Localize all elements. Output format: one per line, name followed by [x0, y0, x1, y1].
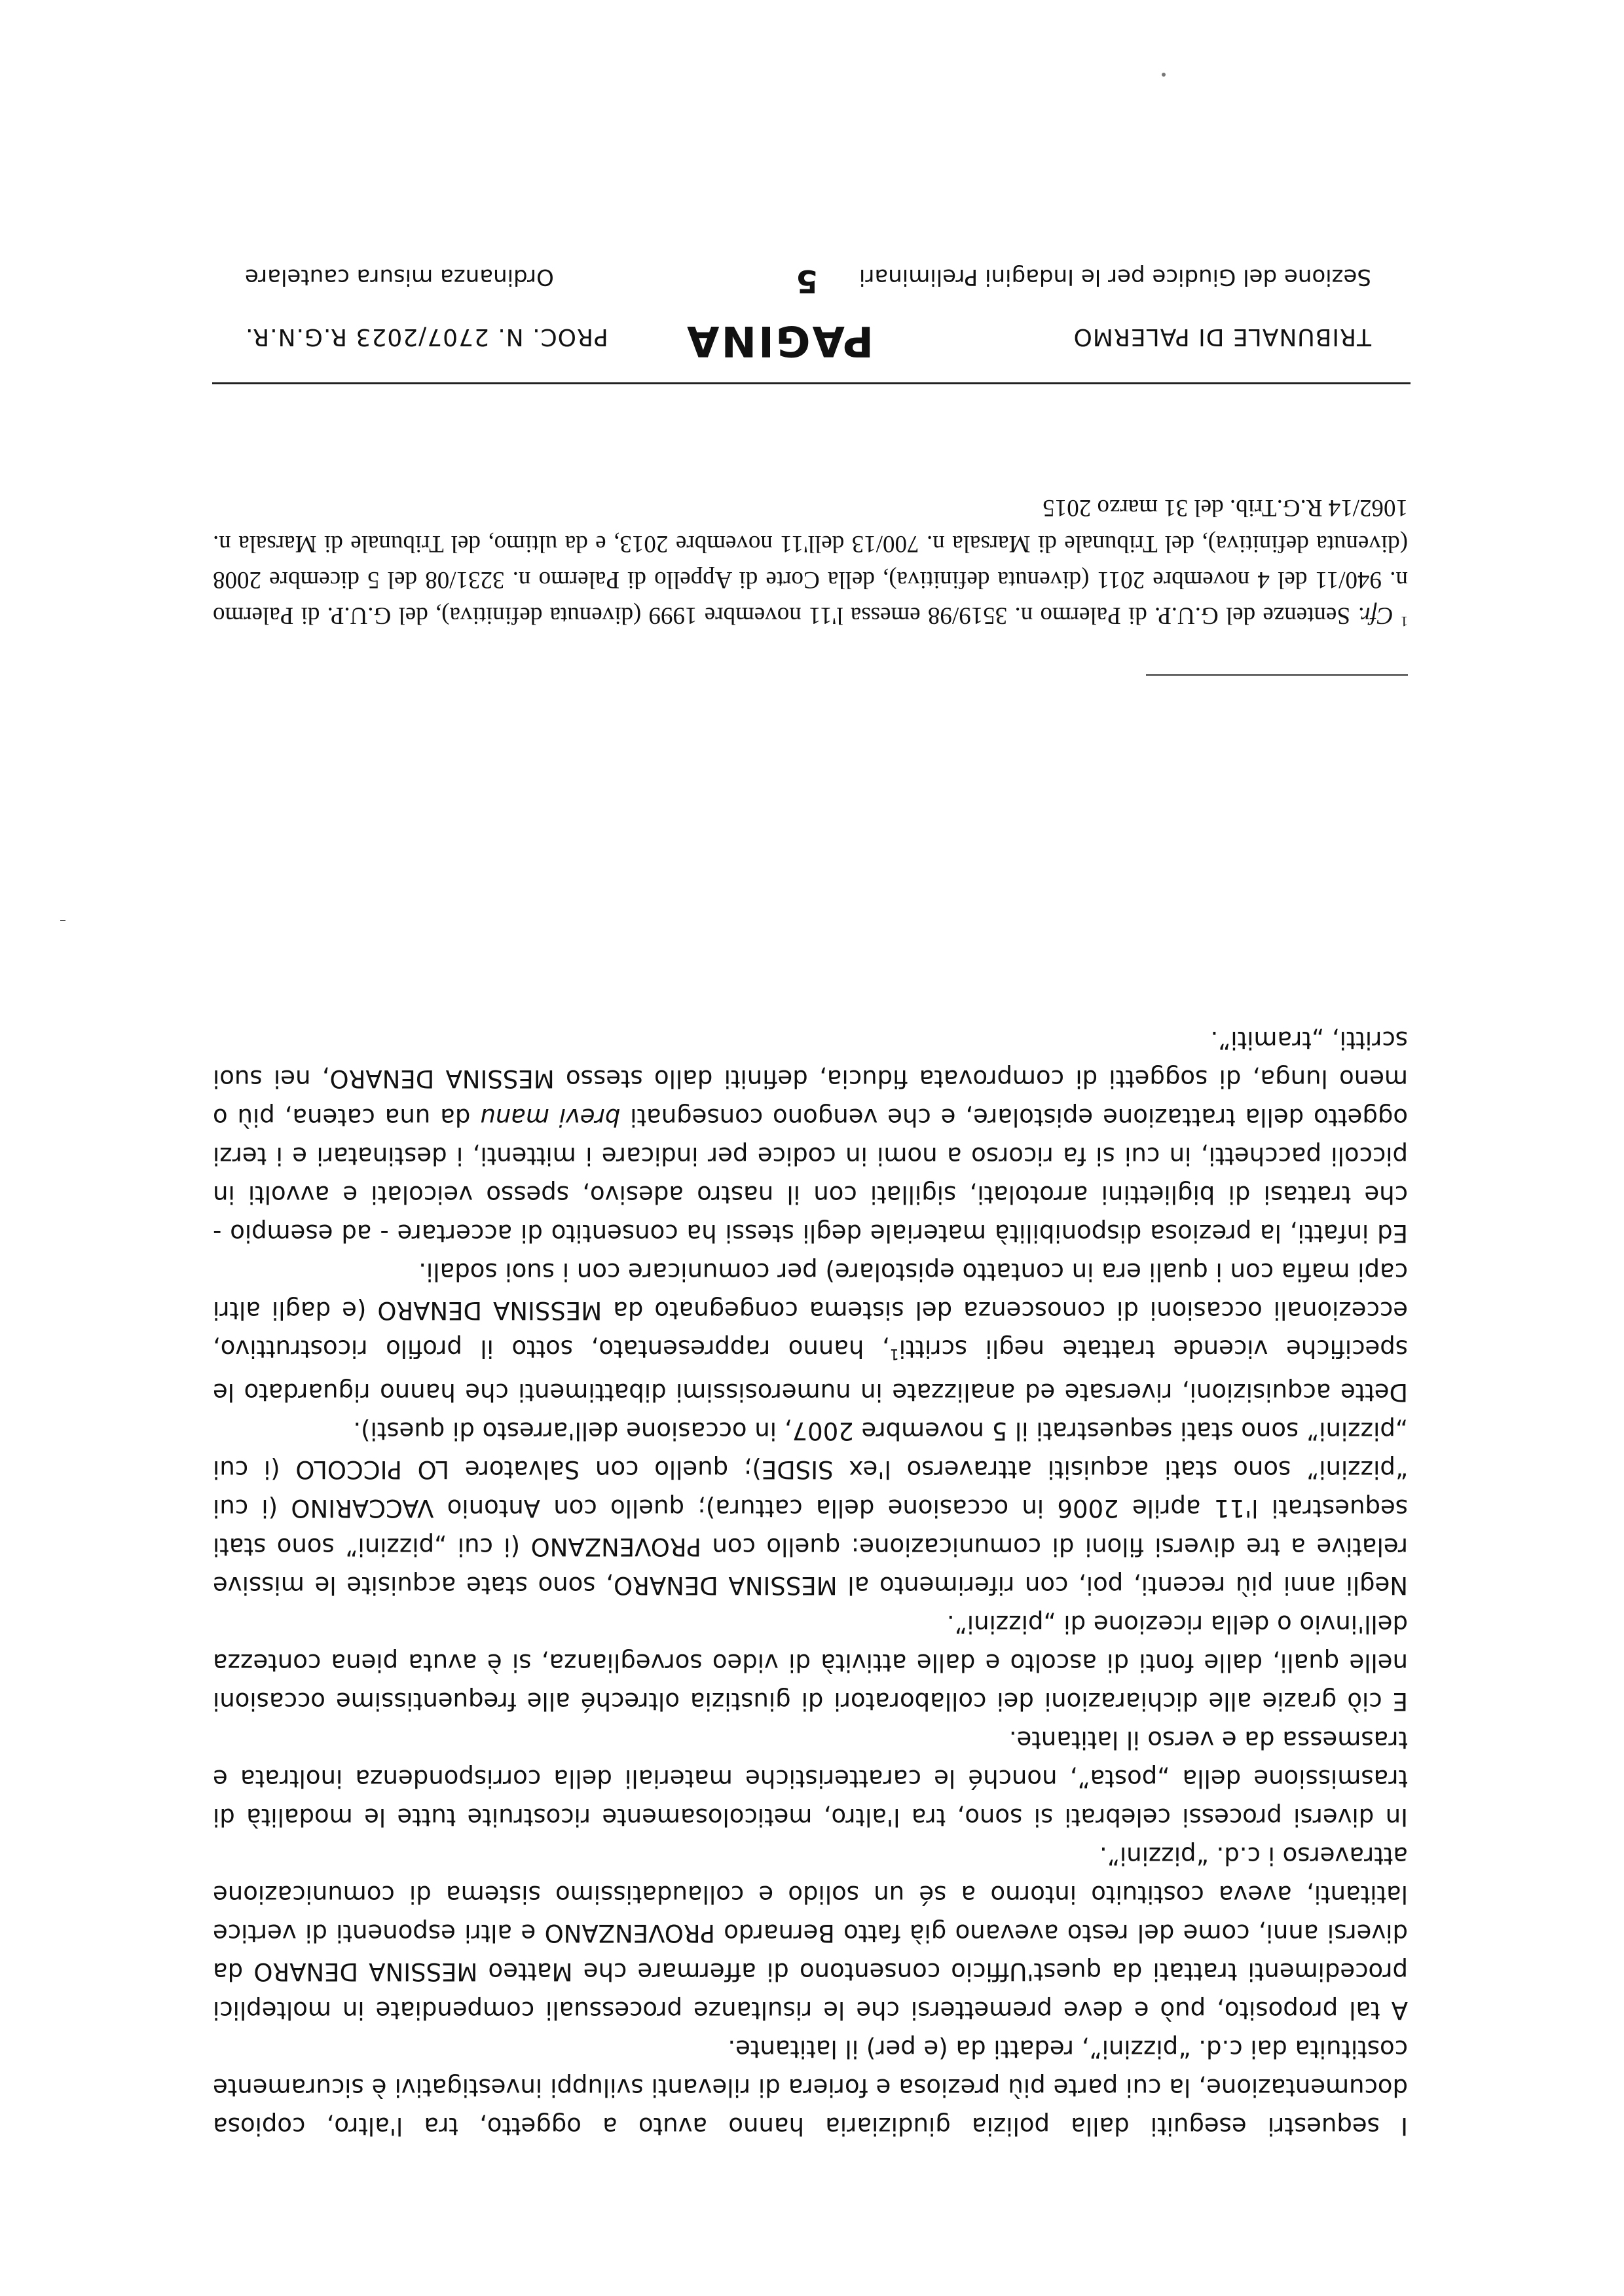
- header-rule: [212, 382, 1411, 384]
- scan-dot: [1162, 73, 1166, 77]
- page-header: [206, 234, 1411, 378]
- paragraph-text: Ed infatti, la preziosa disponibilità materiale degli stessi ha consentito di accertare - ad esempio - che trattasi di bigliettini arrotolati, sigillati con il nastro adesivo, spesso veicolati e avvolti in piccoli pacchetti, in cui si fa ricorso a nomi in codice per indicare i mittenti, i destinatari e i terzi oggetto della trattazione epistolare, e che vengono consegnati: [213, 1102, 1408, 1247]
- footnote-separator: [1146, 674, 1408, 676]
- scan-mark: [60, 920, 65, 921]
- paragraph: E ciò grazie alle dichiarazioni dei collaboratori di giustizia oltreché alle frequentissime occasioni nelle quali, dalle fonti di ascolto e dalle attività di video sorveglianza, si è avuta piena contezza dell'invio o della ricezione di „pizzini”.: [213, 1610, 1408, 1715]
- document-type: Ordinanza misura cautelare: [245, 264, 554, 290]
- paragraph-text: , hanno rappresentato, sotto il profilo ricostruttivo, eccezionali occasioni di conoscenza del sistema congegnato da MESSINA DENARO (e dagli altri capi mafia con i quali era in contatto epistolare) per comunicare con i suoi sodali.: [213, 1257, 1408, 1363]
- paragraph: In diversi processi celebrati si sono, tra l'altro, meticolosamente ricostruite tutte le modalità di trasmissione della „posta”, nonché le caratteristiche materiali della corrispondenza inoltrata e trasmessa da e verso il latitante.: [213, 1726, 1408, 1831]
- court-name: TRIBUNALE DI PALERMO: [1073, 323, 1371, 350]
- footnote-text: Sentenze del G.U.P. di Palermo n. 3519/98 emessa l'11 novembre 1999 (divenuta definitiva), del G.U.P. di Palermo n. 940/11 del 4 novembre 2011 (divenuta definitiva), della Corte di Appello di Palermo n. 3231/08 del 5 dicembre 2008 (divenuta definitiva), del Tribunale di Marsala n. 700/13 dell'11 novembre 2013, e da ultimo, del Tribunale di Marsala n. 1062/14 R.G.Trib. del 31 marzo 2015: [212, 494, 1408, 629]
- page-number: 5: [796, 263, 818, 299]
- header-row-bottom: [206, 253, 1411, 299]
- procedure-number: PROC. N. 2707/2023 R.G.N.R.: [245, 323, 608, 350]
- pagina-label: PAGINA: [685, 316, 874, 365]
- paragraph: I sequestri eseguiti dalla polizia giudiziaria hanno avuto a oggetto, tra l'altro, copiosa documentazione, la cui parte più preziosa e foriera di rilevanti sviluppi investigativi è sicuramente costituita dai c.d. “pizzini”, redatti da (e per) il latitante.: [213, 2035, 1408, 2140]
- header-row-top: [206, 312, 1411, 365]
- footnote-cf: Cfr.: [1357, 602, 1393, 629]
- paragraph: [213, 1252, 1408, 1412]
- footnote-reference: 1: [889, 1345, 899, 1362]
- footnote: [213, 490, 1408, 640]
- paragraph-text: Dette acquisizioni, riversate ed analizzate in numerosissimi dibattimenti che hanno riguardato le specifiche vicende trattate negli scritti: [213, 1334, 1408, 1406]
- footnote-marker: 1: [1401, 613, 1408, 630]
- paragraph: Negli anni più recenti, poi, con riferimento al MESSINA DENARO, sono state acquisite le missive relative a tre diversi filoni di comunicazione: quello con PROVENZANO (i cui „pizzini” sono stati sequestrati l'11 aprile 2006 in occasione della cattura); quello con Antonio VACCARINO (i cui “pizzini” sono stati acquisiti attraverso l'ex SISDE); quello con Salvatore LO PICCOLO (i cui „pizzini” sono stati sequestrati il 5 novembre 2007, in occasione dell'arresto di questi).: [213, 1417, 1408, 1599]
- main-text: [213, 1021, 1408, 2145]
- section-name: Sezione del Giudice per le Indagini Preliminari: [858, 264, 1371, 290]
- paragraph: A tal proposito, può e deve premettersi che le risultanze processuali compendiate in molteplici procedimenti trattati da quest'Ufficio consentono di affermare che Matteo MESSINA DENARO da diversi anni, come del resto avevano già fatto Bernardo PROVENZANO e altri esponenti di vertice latitanti, aveva costituito intorno a sé un solido e collaudatissimo sistema di comunicazione attraverso i c.d. “pizzini”.: [213, 1842, 1408, 2024]
- paragraph-text: da una catena, più o meno lunga, di soggetti di comprovata fiducia, definiti dallo stesso MESSINA DENARO, nei suoi scritti, „tramiti”.: [213, 1025, 1408, 1131]
- paragraph: [213, 1021, 1408, 1252]
- italic-phrase: brevi manu: [480, 1102, 621, 1131]
